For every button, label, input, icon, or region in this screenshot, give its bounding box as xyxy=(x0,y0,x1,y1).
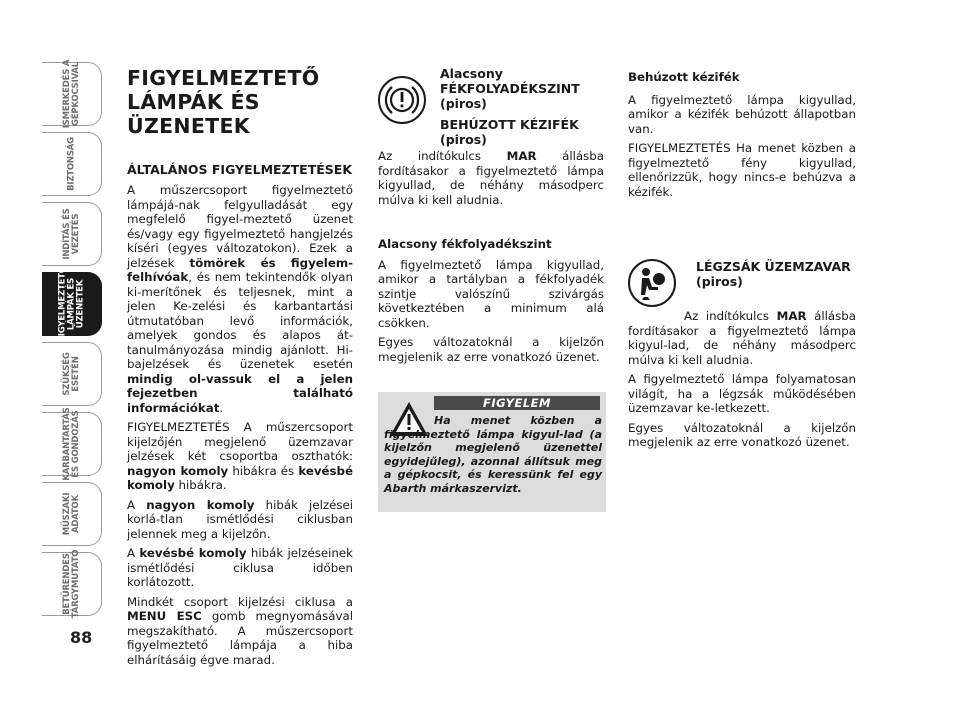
tab-targymutato[interactable] xyxy=(42,549,102,619)
airbag-heading: LÉGZSÁK ÜZEMZAVAR (piros) xyxy=(696,259,851,289)
page-number: 88 xyxy=(70,628,93,647)
brake-fluid-heading: Alacsony FÉKFOLYADÉKSZINT (piros) xyxy=(440,66,580,111)
airbag-header xyxy=(628,259,856,307)
tab-label: BIZTONSÁG xyxy=(66,137,76,191)
paragraph: FIGYELMEZTETÉS A műszercsoport kijelzőjén megjelenő üzemzavar jelzések két csoportba oszthatók: nagyon komoly hibákra és kevésbé komoly hibákra. xyxy=(127,420,353,492)
airbag-person-icon xyxy=(628,259,676,307)
warning-box xyxy=(378,392,606,512)
tab-muszaki[interactable] xyxy=(42,482,102,546)
paragraph: A műszercsoport figyelmeztető lámpájá-nak felgyulladását egy megfelelő figyel-meztető üzenet és/vagy egy figyelmeztető hangjelzés kíséri (egyes változatokon). Ezek a jelzések tömörek és figyelem-felhívóak, és nem tekintendők olyan ki-merítőnek és teljesnek, mint a jelen Ke-zelési és karbantartási útmutatóban levő információk, amelyek gondos és alapos át-tanulmányozása mindig ajánlott. Hi-bajelzések és üzenetek esetén mindig ol-vassuk el a jelen fejezetben található információkat. xyxy=(127,183,354,415)
column-handbrake-airbag xyxy=(628,70,856,455)
tab-label: MŰSZAKI ADATOK xyxy=(61,492,81,536)
warning-text: Ha menet közben a figyelmeztető lámpa kigyul-lad (a kijelzőn megjelenő üzenettel egyidejűleg), azonnal állítsuk meg a gépkocsit, és keressünk fel egy Abarth márkaszervizt. xyxy=(384,414,602,495)
tab-label: SZÜKSÉG ESETÉN xyxy=(61,352,81,396)
tab-label: ISMERKEDÉS A GÉPKOCSIVAL xyxy=(61,59,81,129)
tab-label: BETŰRENDES TÁRGYMUTATÓ xyxy=(61,549,81,619)
tab-inditas[interactable] xyxy=(42,202,102,266)
tab-label: KARBANTARTÁS ÉS GONDOZÁS xyxy=(61,407,81,481)
column-brake xyxy=(378,66,604,369)
warning-label: FIGYELEM xyxy=(434,396,600,410)
tab-szukseg[interactable] xyxy=(42,342,102,406)
tab-label: INDÍTÁS ÉS VEZETÉS xyxy=(61,208,81,260)
subsection-heading: Alacsony fékfolyadékszint xyxy=(378,237,552,251)
paragraph: A figyelmeztető lámpa folyamatosan világít, ha a légzsák működésében üzemzavar ke-letkezett. xyxy=(628,372,856,415)
section-heading: ÁLTALÁNOS FIGYELMEZTETÉSEK xyxy=(127,162,353,177)
paragraph: A kevésbé komoly hibák jelzéseinek ismétlődési ciklusa időben korlátozott. xyxy=(127,546,353,589)
paragraph: Egyes változatoknál a kijelzőn megjelenik az erre vonatkozó üzenet. xyxy=(378,335,604,364)
subsection-heading: Behúzott kézifék xyxy=(628,70,740,84)
paragraph: Egyes változatoknál a kijelzőn megjelenik az erre vonatkozó üzenet. xyxy=(628,420,856,449)
tab-label: FIGYELMEZTETŐ LÁMPÁK ÉS ÜZENETEK xyxy=(57,266,85,342)
paragraph: A figyelmeztető lámpa kigyullad, amikor a tartályban a fékfolyadék szintje valószínű szivárgás következtében a minimum alá csökken. xyxy=(378,257,604,330)
tab-karbantartas[interactable] xyxy=(42,407,102,481)
paragraph: Az indítókulcs MAR állásba fordításakor a figyelmeztető lámpa kigyullad, de néhány másodperc múlva ki kell aludnia. xyxy=(378,149,604,207)
tab-ismerkedes[interactable] xyxy=(42,59,102,129)
paragraph: Az indítókulcs MAR állásba fordításakor a figyelmeztető lámpa kigyul-lad, de néhány másodperc múlva ki kell aludnia. xyxy=(628,309,856,367)
paragraph: A figyelmeztető lámpa kigyullad, amikor a kézifék behúzott állapotban van. xyxy=(628,92,856,136)
paragraph: A nagyon komoly hibák jelzései korlá-tlan ismétlődési ciklusban jelennek meg a kijelzőn. xyxy=(127,497,354,541)
column-general xyxy=(127,66,353,672)
brake-warning-icon xyxy=(378,76,426,124)
tab-figyelmezteto[interactable] xyxy=(42,266,102,342)
paragraph: FIGYELMEZTETÉS Ha menet közben a figyelmeztető fény kigyullad, ellenőrizzük, hogy nincs-e behúzva a kézifék. xyxy=(628,141,856,199)
tab-biztonsag[interactable] xyxy=(42,132,102,196)
paragraph: Mindkét csoport kijelzési ciklusa a MENU ESC gomb megnyomásával megszakítható. A műszercsoport figyelmeztető lámpája a hiba elhárításáig égve marad. xyxy=(127,594,354,667)
page-title: FIGYELMEZTETŐ LÁMPÁK ÉS ÜZENETEK xyxy=(127,66,320,138)
brake-header xyxy=(378,66,604,147)
handbrake-heading: BEHÚZOTT KÉZIFÉK (piros) xyxy=(440,117,579,147)
